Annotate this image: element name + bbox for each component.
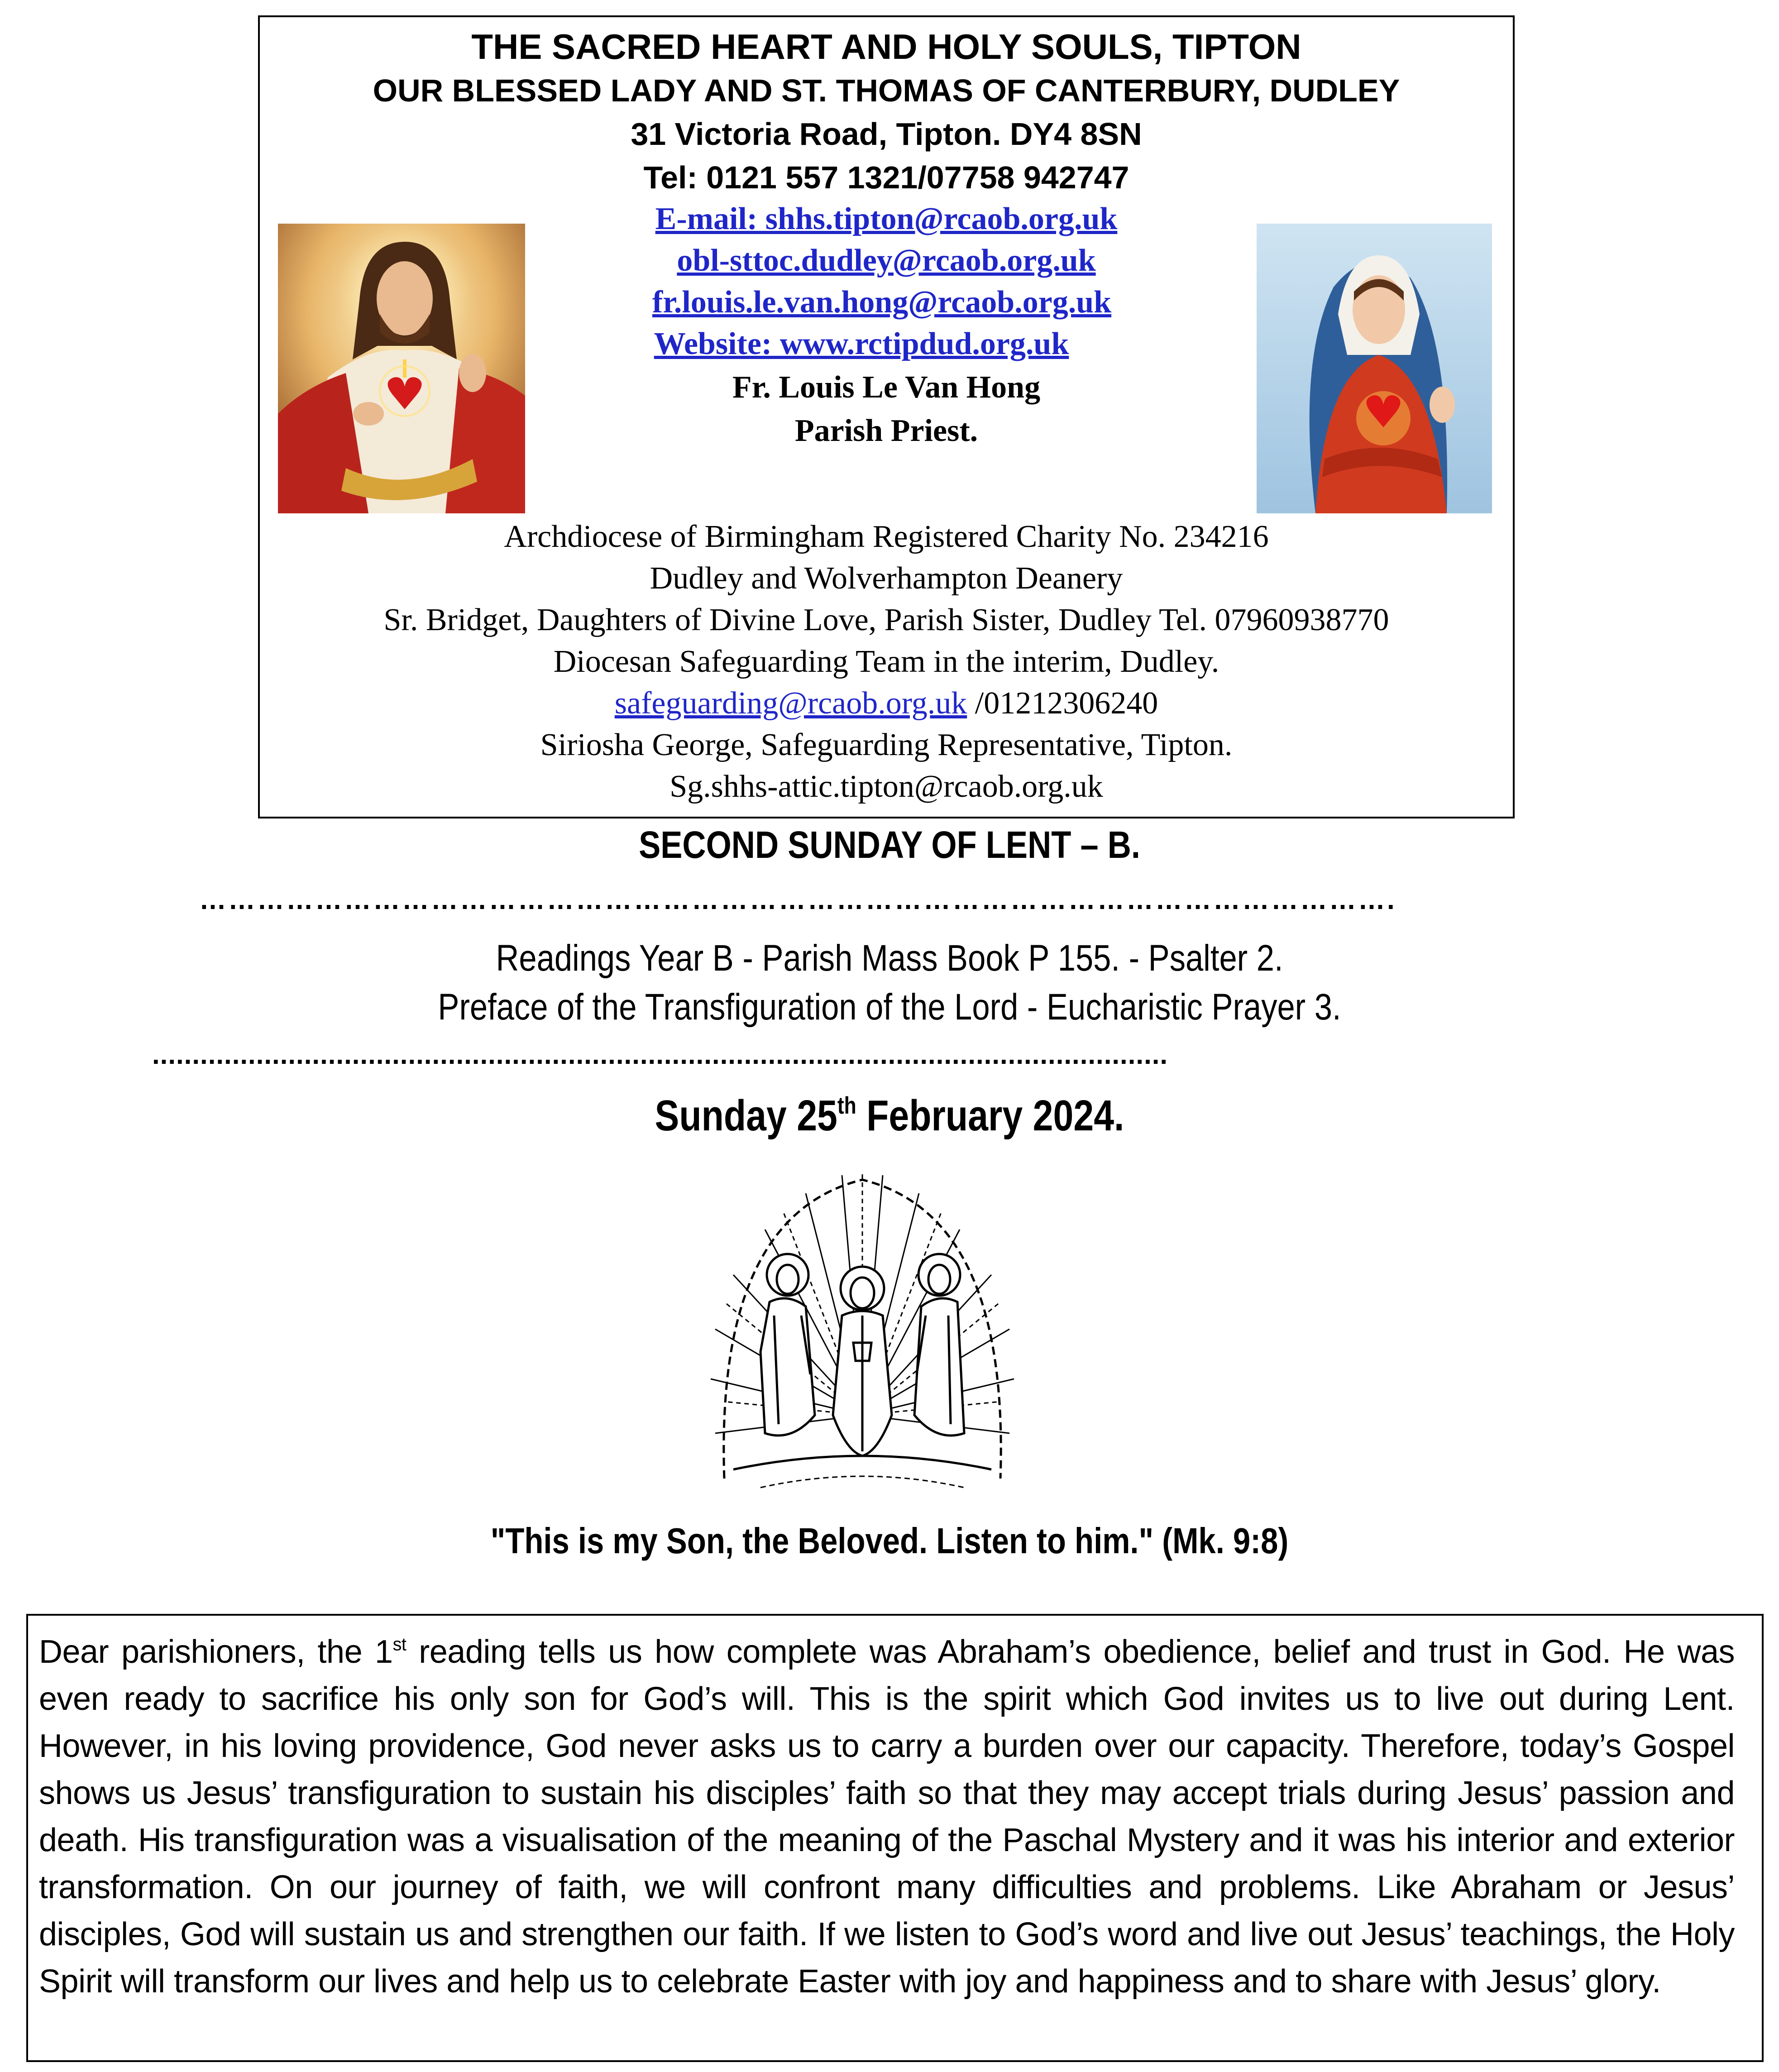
date-month-year: February 2024. bbox=[856, 1091, 1124, 1140]
safeguarding-rep: Siriosha George, Safeguarding Representative, Tipton. bbox=[540, 727, 1233, 762]
pastoral-reflection bbox=[26, 1614, 1764, 2062]
office-email-link[interactable]: obl-sttoc.dudley@rcaob.org.uk bbox=[677, 243, 1096, 278]
reflection-ordinal: st bbox=[392, 1634, 406, 1655]
parish-sister: Sr. Bridget, Daughters of Divine Love, Parish Sister, Dudley Tel. 07960938770 bbox=[383, 603, 1389, 637]
dotted-separator-2: ............................................................................................................................... bbox=[152, 1041, 1168, 1068]
deanery: Dudley and Wolverhampton Deanery bbox=[650, 561, 1123, 596]
parish-name-line-2: OUR BLESSED LADY AND ST. THOMAS OF CANTERBURY, DUDLEY bbox=[373, 73, 1400, 108]
safeguarding-team: Diocesan Safeguarding Team in the interim, Dudley. bbox=[553, 644, 1219, 679]
priest-email-link[interactable]: fr.louis.le.van.hong@rcaob.org.uk bbox=[652, 285, 1112, 320]
parish-name-line-1: THE SACRED HEART AND HOLY SOULS, TIPTON bbox=[471, 27, 1301, 67]
sunday-date bbox=[142, 1091, 1636, 1141]
priest-name: Fr. Louis Le Van Hong bbox=[732, 370, 1041, 405]
parish-telephone: Tel: 0121 557 1321/07758 942747 bbox=[643, 160, 1129, 195]
charity-number: Archdiocese of Birmingham Registered Charity No. 234216 bbox=[504, 519, 1269, 554]
sunday-title: SECOND SUNDAY OF LENT – B. bbox=[639, 823, 1140, 866]
sacred-heart-of-jesus-icon bbox=[278, 224, 525, 513]
reflection-body: reading tells us how complete was Abraham’s obedience, belief and trust in God. He was even ready to sacrifice his only son for God’s will. This is the spirit which God invites us to live out during Lent. However, in his loving providence, God never asks us to carry a burden over our capacity. Therefore, today’s Gospel shows us Jesus’ transfiguration to sustain his disciples’ faith so that they may accept trials during Jesus’ passion and death. His transfiguration was a visualisation of the meaning of the Paschal Mystery and it was his interior and exterior transformation. On our journey of faith, we will confront many difficulties and problems. Like Abraham or Jesus’ disciples, God will sustain us and strengthen our faith. If we listen to God’s word and live out Jesus’ teachings, the Holy Spirit will transform our lives and help us to celebrate Easter with joy and happiness and to share with Jesus’ glory. bbox=[39, 1634, 1735, 2000]
priest-title: Parish Priest. bbox=[794, 413, 978, 448]
date-day: Sunday 25 bbox=[655, 1091, 837, 1140]
gospel-quote: "This is my Son, the Beloved. Listen to him." (Mk. 9:8) bbox=[490, 1521, 1289, 1561]
safeguarding-rep-email: Sg.shhs-attic.tipton@rcaob.org.uk bbox=[670, 769, 1103, 804]
readings-line: Readings Year B - Parish Mass Book P 155. - Psalter 2. bbox=[496, 938, 1283, 979]
preface-line: Preface of the Transfiguration of the Lord - Eucharistic Prayer 3. bbox=[438, 986, 1341, 1028]
reflection-opening: Dear parishioners, the 1 bbox=[39, 1634, 393, 1670]
safeguarding-contact bbox=[260, 685, 1513, 722]
parish-address: 31 Victoria Road, Tipton. DY4 8SN bbox=[631, 116, 1142, 152]
date-ordinal: th bbox=[837, 1092, 856, 1120]
parish-email-link[interactable]: E-mail: shhs.tipton@rcaob.org.uk bbox=[655, 201, 1118, 236]
safeguarding-email-link[interactable]: safeguarding@rcaob.org.uk bbox=[614, 686, 967, 721]
website-link[interactable]: Website: www.rctipdud.org.uk bbox=[654, 326, 1069, 361]
safeguarding-phone: /01212306240 bbox=[967, 686, 1158, 721]
transfiguration-icon bbox=[697, 1162, 1028, 1501]
dotted-separator: ……………………………………………………………………………………………………………. bbox=[199, 886, 1396, 914]
immaculate-heart-of-mary-icon bbox=[1257, 224, 1492, 513]
